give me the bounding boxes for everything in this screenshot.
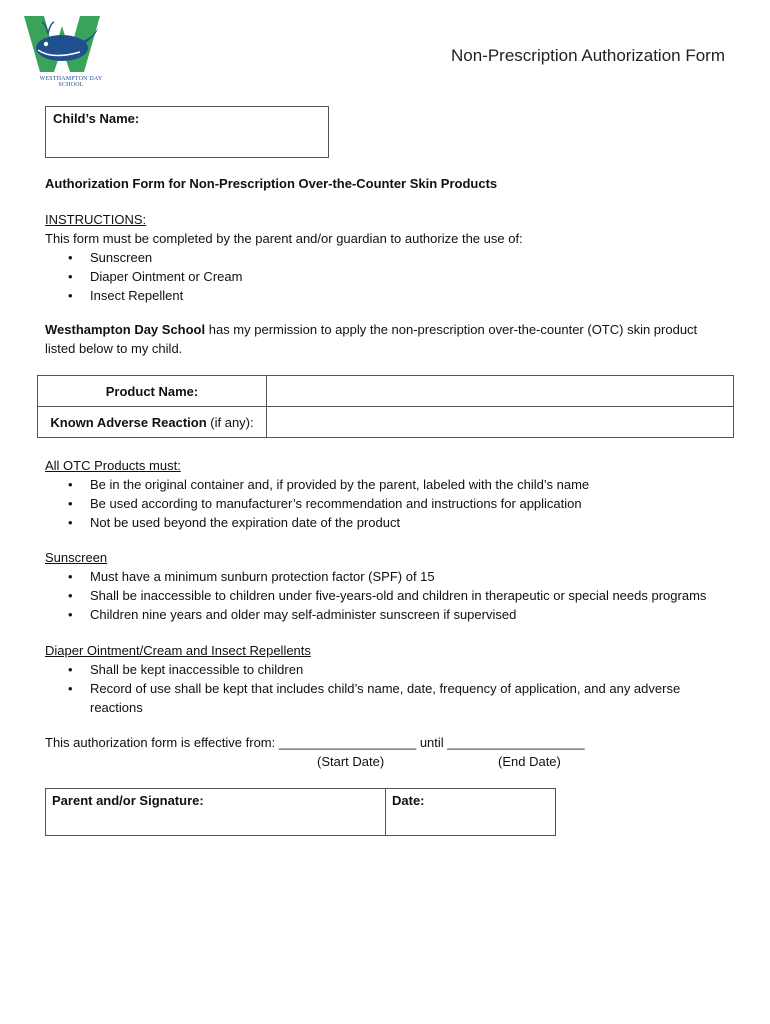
effective-dates-text: This authorization form is effective from: ___________________ until ___________________ bbox=[45, 735, 585, 750]
start-date-label: (Start Date) bbox=[317, 754, 385, 769]
diaper-section bbox=[45, 641, 745, 717]
school-logo bbox=[22, 14, 102, 90]
otc-heading: All OTC Products must: bbox=[45, 458, 181, 473]
list-item: • Insect Repellent bbox=[45, 286, 745, 305]
child-name-box[interactable] bbox=[45, 106, 329, 158]
list-item: • Shall be kept inaccessible to children bbox=[45, 660, 745, 679]
whale-logo-icon bbox=[22, 14, 102, 76]
list-item: • Shall be inaccessible to children under five-years-old and children in therapeutic or special needs programs bbox=[45, 586, 755, 605]
instructions-section bbox=[45, 210, 745, 305]
list-item: • Record of use shall be kept that includes child’s name, date, frequency of application, and any adverse bbox=[45, 679, 745, 698]
instructions-heading: INSTRUCTIONS: bbox=[45, 212, 147, 227]
list-item: • Be in the original container and, if provided by the parent, labeled with the child’s name bbox=[45, 475, 745, 494]
permission-text-1: has my permission to apply the non-prescription over-the-counter (OTC) skin product bbox=[205, 322, 698, 337]
list-item-continuation: reactions bbox=[90, 700, 143, 715]
list-item: • Diaper Ointment or Cream bbox=[45, 267, 745, 286]
product-name-label: Product Name: bbox=[38, 376, 267, 407]
diaper-list bbox=[45, 660, 745, 698]
signature-table bbox=[45, 788, 556, 836]
instructions-text: This form must be completed by the parent and/or guardian to authorize the use of: bbox=[45, 231, 523, 246]
otc-section bbox=[45, 456, 745, 532]
sunscreen-section bbox=[45, 548, 755, 624]
list-item: • Sunscreen bbox=[45, 248, 745, 267]
form-title: Non-Prescription Authorization Form bbox=[450, 46, 725, 65]
diaper-heading: Diaper Ointment/Cream and Insect Repellents bbox=[45, 643, 311, 658]
product-name-field[interactable] bbox=[267, 376, 734, 407]
signature-label: Parent and/or Signature: bbox=[52, 793, 204, 808]
signature-field[interactable] bbox=[46, 789, 386, 836]
instructions-list bbox=[45, 248, 745, 305]
sunscreen-heading: Sunscreen bbox=[45, 550, 108, 565]
school-name: Westhampton Day School bbox=[45, 322, 206, 337]
main-heading: Authorization Form for Non-Prescription Over-the-Counter Skin Products bbox=[45, 176, 498, 191]
child-name-label: Child’s Name: bbox=[53, 111, 140, 126]
date-field[interactable] bbox=[386, 789, 556, 836]
list-item: • Children nine years and older may self-administer sunscreen if supervised bbox=[45, 605, 755, 624]
end-date-label: (End Date) bbox=[498, 754, 561, 769]
list-item: • Not be used beyond the expiration date of the product bbox=[45, 513, 745, 532]
sunscreen-list bbox=[45, 567, 755, 624]
permission-paragraph bbox=[45, 320, 745, 358]
list-item: • Must have a minimum sunburn protection factor (SPF) of 15 bbox=[45, 567, 755, 586]
adverse-reaction-field[interactable] bbox=[267, 407, 734, 438]
otc-list bbox=[45, 475, 745, 532]
product-table bbox=[37, 375, 734, 438]
list-item: • Be used according to manufacturer’s recommendation and instructions for application bbox=[45, 494, 745, 513]
permission-text-2: listed below to my child. bbox=[45, 341, 183, 356]
date-label: Date: bbox=[392, 793, 425, 808]
adverse-reaction-label: Known Adverse Reaction (if any): bbox=[38, 407, 267, 438]
logo-text: WESTHAMPTON DAY SCHOOL bbox=[39, 76, 103, 88]
